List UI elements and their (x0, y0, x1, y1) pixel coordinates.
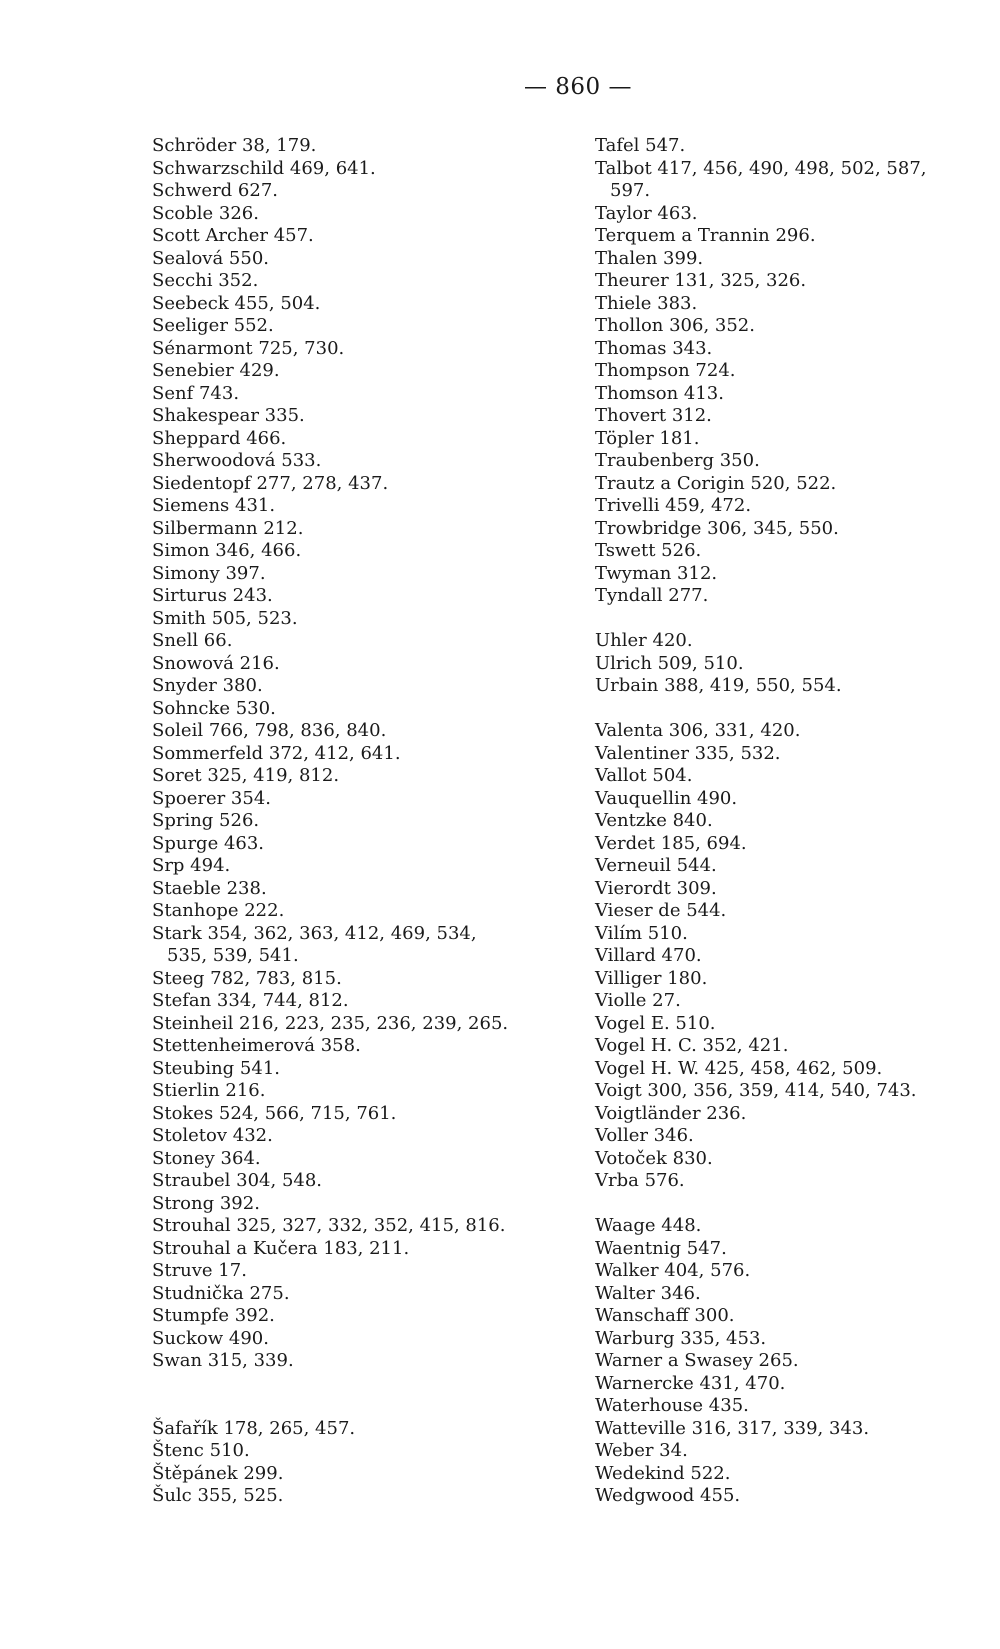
index-entry-line: Wedekind 522. (595, 1462, 731, 1484)
index-entry-line: Štenc 510. (152, 1440, 250, 1461)
index-entry (595, 495, 995, 518)
index-entry-line: Seebeck 455, 504. (152, 292, 321, 314)
index-entry (595, 990, 995, 1013)
index-entry-line: Watteville 316, 317, 339, 343. (595, 1417, 870, 1439)
index-entry-line: Sirturus 243. (152, 585, 273, 606)
index-entry (152, 135, 582, 158)
index-entry-line: Waage 448. (595, 1215, 702, 1236)
index-entry-line: Valenta 306, 331, 420. (595, 720, 801, 741)
index-entry (152, 293, 582, 316)
index-entry-line: Struve 17. (152, 1260, 247, 1281)
index-entry (152, 1125, 582, 1148)
index-entry-line: Taylor 463. (595, 202, 698, 224)
index-entry (595, 293, 995, 316)
index-entry-line: Vogel H. C. 352, 421. (595, 1035, 789, 1056)
index-entry (595, 1148, 995, 1171)
index-entry (152, 180, 582, 203)
index-entry-line: Twyman 312. (595, 562, 718, 584)
index-entry-line: Snell 66. (152, 630, 233, 651)
index-entry-line: Sheppard 466. (152, 427, 287, 449)
section-gap (595, 1193, 995, 1216)
index-entry-line: Voller 346. (595, 1125, 694, 1146)
index-entry (152, 495, 582, 518)
index-entry (595, 1013, 995, 1036)
index-entry (152, 810, 582, 833)
index-entry-line: Warburg 335, 453. (595, 1327, 767, 1349)
index-entry-line: Secchi 352. (152, 270, 259, 291)
index-entry-line: Stefan 334, 744, 812. (152, 990, 349, 1011)
index-entry-line: Shakespear 335. (152, 405, 305, 426)
index-entry (595, 1080, 995, 1103)
index-entry (152, 1440, 582, 1463)
index-entry (152, 1485, 582, 1508)
index-entry (152, 608, 582, 631)
index-entry (152, 1418, 582, 1441)
index-entry (152, 428, 582, 451)
index-entry-line: Stanhope 222. (152, 900, 285, 921)
index-entry-line: Warner a Swasey 265. (595, 1350, 799, 1371)
index-entry (152, 968, 582, 991)
index-entry (595, 585, 995, 608)
index-entry-line: Strong 392. (152, 1192, 260, 1214)
index-entry-line: Trivelli 459, 472. (595, 495, 752, 516)
index-entry (152, 450, 582, 473)
index-entry-line: Terquem a Trannin 296. (595, 225, 816, 246)
index-entry-line: Trautz a Corigin 520, 522. (595, 472, 837, 494)
index-entry-line: Warnercke 431, 470. (595, 1372, 786, 1394)
index-entry (152, 1328, 582, 1351)
index-entry-line: Silbermann 212. (152, 517, 304, 539)
index-entry-line: Siedentopf 277, 278, 437. (152, 472, 389, 494)
index-entry-line: Wedgwood 455. (595, 1485, 741, 1506)
index-entry (595, 1395, 995, 1418)
index-entry-line: Waentnig 547. (595, 1237, 727, 1259)
index-entry (595, 473, 995, 496)
index-entry-line: Straubel 304, 548. (152, 1170, 323, 1191)
index-entry (595, 315, 995, 338)
index-entry (595, 225, 995, 248)
index-entry-line: Snowová 216. (152, 652, 280, 674)
index-entry (152, 698, 582, 721)
index-entry (152, 1305, 582, 1328)
index-entry-line: Vilím 510. (595, 922, 688, 944)
index-entry (152, 315, 582, 338)
index-entry (595, 1103, 995, 1126)
index-entry (152, 878, 582, 901)
index-entry (595, 720, 995, 743)
index-entry-line: Theurer 131, 325, 326. (595, 270, 807, 291)
page-number: — 860 — (523, 74, 633, 100)
index-entry-line: Stettenheimerová 358. (152, 1035, 361, 1056)
index-entry (152, 360, 582, 383)
index-entry (595, 765, 995, 788)
index-entry (595, 248, 995, 271)
index-entry (595, 833, 995, 856)
index-entry-line: Vallot 504. (595, 765, 693, 786)
index-entry (152, 1283, 582, 1306)
index-entry-line: Walker 404, 576. (595, 1260, 751, 1281)
index-entry-line: Senebier 429. (152, 360, 280, 381)
index-entry (152, 1215, 582, 1238)
index-entry-line: Stokes 524, 566, 715, 761. (152, 1102, 397, 1124)
index-entry (595, 968, 995, 991)
index-entry (152, 833, 582, 856)
index-entry (595, 1283, 995, 1306)
index-entry (595, 1035, 995, 1058)
index-entry-line: Swan 315, 339. (152, 1350, 294, 1371)
index-entry-line: Stark 354, 362, 363, 412, 469, 534, (152, 922, 477, 944)
index-entry (152, 1193, 582, 1216)
index-entry (152, 1170, 582, 1193)
index-entry-line: Scott Archer 457. (152, 225, 314, 246)
index-entry (595, 360, 995, 383)
index-entry (595, 788, 995, 811)
index-entry (152, 1148, 582, 1171)
index-entry (595, 540, 995, 563)
index-entry (152, 405, 582, 428)
index-entry-line: Talbot 417, 456, 490, 498, 502, 587, (595, 157, 927, 179)
index-entry-line: Vierordt 309. (595, 877, 717, 899)
index-entry-line: Staeble 238. (152, 877, 267, 899)
index-entry (595, 428, 995, 451)
index-entry (152, 1058, 582, 1081)
index-entry (595, 1350, 995, 1373)
index-entry-line: Srp 494. (152, 855, 231, 876)
index-entry (595, 1440, 995, 1463)
index-entry (595, 743, 995, 766)
index-entry (595, 855, 995, 878)
index-entry (152, 788, 582, 811)
index-entry-line: Šafařík 178, 265, 457. (152, 1417, 356, 1439)
index-entry-line: Vauquellin 490. (595, 787, 738, 809)
index-entry-line: Votoček 830. (595, 1147, 713, 1169)
index-entry (152, 338, 582, 361)
index-entry (595, 923, 995, 946)
index-entry (152, 585, 582, 608)
index-entry-line: Steubing 541. (152, 1057, 281, 1079)
index-entry-line: Strouhal 325, 327, 332, 352, 415, 816. (152, 1215, 506, 1236)
index-entry (595, 1463, 995, 1486)
index-entry (595, 1125, 995, 1148)
index-entry-line: Steeg 782, 783, 815. (152, 967, 342, 989)
index-entry (595, 1418, 995, 1441)
section-gap (595, 608, 995, 631)
index-entry-line: Stoney 364. (152, 1147, 261, 1169)
index-entry-line: Seeliger 552. (152, 315, 274, 336)
index-entry-line: Thollon 306, 352. (595, 315, 755, 336)
index-entry (595, 1305, 995, 1328)
index-entry-line: Scoble 326. (152, 202, 259, 224)
index-entry (152, 1350, 582, 1373)
index-entry-line: Štěpánek 299. (152, 1462, 284, 1484)
index-entry-line: Schwerd 627. (152, 180, 278, 201)
index-entry-continuation: 597. (610, 180, 651, 201)
index-entry (152, 1103, 582, 1126)
index-entry (595, 1260, 995, 1283)
index-entry (152, 383, 582, 406)
index-entry (595, 945, 995, 968)
index-entry-line: Thompson 724. (595, 360, 736, 381)
section-gap (595, 698, 995, 721)
index-entry (152, 1013, 582, 1036)
index-entry-line: Schröder 38, 179. (152, 135, 317, 156)
index-entry (595, 338, 995, 361)
index-entry-line: Walter 346. (595, 1282, 701, 1304)
index-entry-line: Trowbridge 306, 345, 550. (595, 517, 839, 539)
index-entry-continuation: 535, 539, 541. (167, 945, 299, 966)
index-entry (152, 248, 582, 271)
index-entry-line: Stoletov 432. (152, 1125, 273, 1146)
index-entry (595, 383, 995, 406)
index-entry-line: Vogel E. 510. (595, 1012, 716, 1034)
index-entry-line: Tafel 547. (595, 135, 686, 156)
index-entry-line: Vrba 576. (595, 1170, 685, 1191)
index-entry-line: Valentiner 335, 532. (595, 742, 781, 764)
index-entry (595, 1058, 995, 1081)
index-entry-line: Thovert 312. (595, 405, 712, 426)
index-entry (595, 1373, 995, 1396)
index-entry-line: Töpler 181. (595, 427, 700, 449)
index-entry-line: Thiele 383. (595, 292, 698, 314)
index-entry (152, 1260, 582, 1283)
index-entry (595, 158, 995, 203)
index-entry-line: Voigt 300, 356, 359, 414, 540, 743. (595, 1080, 917, 1101)
index-entry-line: Thomson 413. (595, 382, 724, 404)
index-entry-line: Sénarmont 725, 730. (152, 337, 345, 359)
index-entry-line: Schwarzschild 469, 641. (152, 157, 376, 179)
index-entry-line: Traubenberg 350. (595, 450, 760, 471)
index-entry (152, 923, 582, 968)
index-entry-line: Snyder 380. (152, 675, 263, 696)
index-entry (152, 675, 582, 698)
index-entry (595, 1170, 995, 1193)
index-entry-line: Smith 505, 523. (152, 607, 298, 629)
index-entry-line: Thalen 399. (595, 247, 704, 269)
index-entry (152, 1238, 582, 1261)
index-entry-line: Tyndall 277. (595, 585, 709, 606)
index-entry (595, 405, 995, 428)
index-entry (152, 518, 582, 541)
index-entry (595, 630, 995, 653)
index-entry (595, 810, 995, 833)
index-entry-line: Šulc 355, 525. (152, 1485, 284, 1506)
index-entry-line: Sohncke 530. (152, 697, 276, 719)
index-entry-line: Steinheil 216, 223, 235, 236, 239, 265. (152, 1012, 509, 1034)
index-entry (152, 158, 582, 181)
index-entry (152, 765, 582, 788)
index-entry (152, 1035, 582, 1058)
index-entry-line: Vieser de 544. (595, 900, 727, 921)
index-entry (152, 270, 582, 293)
index-entry-line: Villard 470. (595, 945, 702, 966)
index-entry-line: Weber 34. (595, 1440, 688, 1461)
index-entry (595, 563, 995, 586)
index-entry (152, 1080, 582, 1103)
index-entry (595, 203, 995, 226)
index-entry (152, 203, 582, 226)
index-entry (595, 135, 995, 158)
index-entry (152, 630, 582, 653)
index-entry (595, 270, 995, 293)
index-entry-line: Spring 526. (152, 810, 260, 831)
index-entry (595, 878, 995, 901)
index-entry-line: Villiger 180. (595, 967, 708, 989)
index-entry (152, 653, 582, 676)
index-entry (595, 1215, 995, 1238)
index-entry-line: Stierlin 216. (152, 1080, 266, 1101)
index-entry-line: Spoerer 354. (152, 787, 272, 809)
index-entry (152, 990, 582, 1013)
index-entry (595, 1328, 995, 1351)
index-entry-line: Sommerfeld 372, 412, 641. (152, 742, 401, 764)
index-entry-line: Soret 325, 419, 812. (152, 765, 340, 786)
index-entry (595, 518, 995, 541)
index-entry-line: Voigtländer 236. (595, 1102, 747, 1124)
index-entry-line: Vogel H. W. 425, 458, 462, 509. (595, 1057, 883, 1079)
index-column-left (152, 135, 582, 1508)
index-entry (152, 473, 582, 496)
index-entry-line: Senf 743. (152, 382, 240, 404)
index-entry-line: Urbain 388, 419, 550, 554. (595, 675, 842, 696)
index-entry-line: Tswett 526. (595, 540, 702, 561)
section-gap (152, 1395, 582, 1418)
index-entry-line: Ulrich 509, 510. (595, 652, 744, 674)
index-entry-line: Soleil 766, 798, 836, 840. (152, 720, 387, 741)
index-entry-line: Strouhal a Kučera 183, 211. (152, 1237, 410, 1259)
index-entry (152, 563, 582, 586)
index-entry (152, 540, 582, 563)
index-column-right (595, 135, 995, 1508)
index-entry (595, 675, 995, 698)
index-entry-line: Spurge 463. (152, 832, 265, 854)
index-entry (152, 1463, 582, 1486)
index-entry-line: Suckow 490. (152, 1327, 269, 1349)
section-gap (152, 1373, 582, 1396)
index-entry (152, 900, 582, 923)
index-entry-line: Waterhouse 435. (595, 1395, 749, 1416)
index-entry-line: Sealová 550. (152, 247, 270, 269)
index-entry-line: Ventzke 840. (595, 810, 713, 831)
index-entry (595, 1485, 995, 1508)
index-entry-line: Studnička 275. (152, 1282, 290, 1304)
index-entry (152, 855, 582, 878)
index-entry-line: Siemens 431. (152, 495, 276, 516)
index-entry-line: Verdet 185, 694. (595, 832, 747, 854)
index-entry (152, 720, 582, 743)
index-entry (152, 225, 582, 248)
index-entry-line: Wanschaff 300. (595, 1305, 735, 1326)
index-entry-line: Verneuil 544. (595, 855, 717, 876)
index-entry-line: Stumpfe 392. (152, 1305, 275, 1326)
index-entry (595, 653, 995, 676)
index-entry-line: Sherwoodová 533. (152, 450, 322, 471)
index-entry-line: Uhler 420. (595, 630, 693, 651)
index-entry (152, 743, 582, 766)
index-entry (595, 900, 995, 923)
index-entry-line: Thomas 343. (595, 337, 713, 359)
index-entry-line: Violle 27. (595, 990, 681, 1011)
index-entry-line: Simony 397. (152, 562, 266, 584)
index-entry (595, 450, 995, 473)
index-entry (595, 1238, 995, 1261)
index-entry-line: Simon 346, 466. (152, 540, 302, 561)
